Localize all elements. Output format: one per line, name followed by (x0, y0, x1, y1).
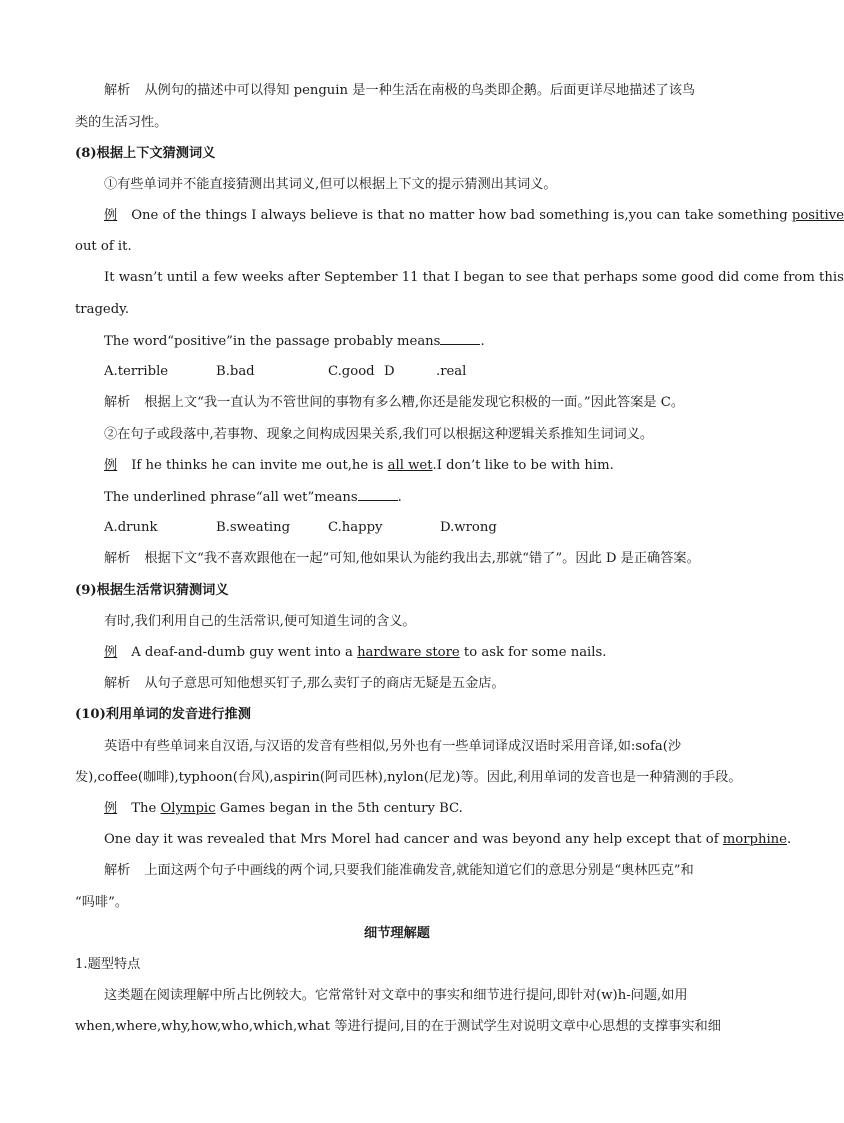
s10-para1-line1: 英语中有些单词来自汉语,与汉语的发音有些相似,另外也有一些单词译成汉语时采用音译,如:sofa(沙 (104, 739, 682, 754)
heading-s8: (8)根据上下文猜测词义 (75, 146, 216, 161)
s8-example1-line2: out of it. (75, 239, 132, 254)
answer-blank (440, 332, 480, 345)
underlined-word-positive: positive (791, 208, 844, 223)
s8-question1: The word“positive”in the passage probably means . (104, 334, 485, 349)
s8-para1: ①有些单词并不能直接猜测出其词义,但可以根据上下文的提示猜测出其词义。 (104, 177, 557, 192)
detail-para1-line2: when,where,why,how,who,which,what 等进行提问,目的在于测试学生对说明文章中心思想的支撑事实和细 (75, 1019, 721, 1034)
s8-question2-options (104, 519, 719, 537)
detail-para1-line1: 这类题在阅读理解中所占比例较大。它常常针对文章中的事实和细节进行提问,即针对(w)h-问题,如用 (104, 988, 688, 1003)
heading-s9: (9)根据生活常识猜测词义 (75, 583, 229, 598)
option-c: C.happy (328, 520, 383, 535)
option-b: B.sweating (216, 520, 291, 535)
underlined-phrase-all-wet: all wet (387, 458, 433, 473)
s10-para1-line2: 发),coffee(咖啡),typhoon(台风),aspirin(阿司匹林),nylon(尼龙)等。因此,利用单词的发音也是一种猜测的手段。 (75, 770, 742, 785)
s8-example2: 例 If he thinks he can invite me out,he is all wet.I don’t like to be with him. (104, 458, 614, 473)
s10-analysis-line1: 解析 上面这两个句子中画线的两个词,只要我们能准确发音,就能知道它们的意思分别是“奥林匹克”和 (104, 863, 694, 878)
option-d: D.wrong (440, 520, 497, 535)
s8-question2: The underlined phrase“all wet”means . (104, 490, 402, 505)
s8-question1-options (104, 363, 719, 381)
s8-example1-line1: 例 One of the things I always believe is that no matter how bad something is,you can take something positive (104, 208, 844, 223)
option-a: A.terrible (104, 364, 169, 379)
option-d: D (384, 364, 395, 379)
s10-example-line2: One day it was revealed that Mrs Morel had cancer and was beyond any help except that of morphine. (104, 832, 792, 847)
detail-subheading-1: 1.题型特点 (75, 957, 141, 972)
option-b: B.bad (216, 364, 255, 379)
s8-analysis2: 解析 根据下文“我不喜欢跟他在一起”可知,他如果认为能约我出去,那就“错了”。因此 D 是正确答案。 (104, 551, 700, 566)
section-title-detail: 细节理解题 (364, 926, 430, 941)
s10-example-line1: 例 The Olympic Games began in the 5th century BC. (104, 801, 463, 816)
analysis-s7-line2: 类的生活习性。 (75, 115, 168, 130)
underlined-word-morphine: morphine (722, 832, 787, 847)
analysis-s7-line1: 解析 从例句的描述中可以得知 penguin 是一种生活在南极的鸟类即企鹅。后面更详尽地描述了该鸟 (104, 83, 696, 98)
s8-example1-sent2-line1: It wasn’t until a few weeks after September 11 that I began to see that perhaps some good did come from this (104, 270, 844, 285)
option-c: C.good (328, 364, 375, 379)
s9-example: 例 A deaf-and-dumb guy went into a hardware store to ask for some nails. (104, 645, 607, 660)
s8-para2: ②在句子或段落中,若事物、现象之间构成因果关系,我们可以根据这种逻辑关系推知生词词义。 (104, 427, 654, 442)
option-d-text: .real (436, 364, 467, 379)
s9-analysis: 解析 从句子意思可知他想买钉子,那么卖钉子的商店无疑是五金店。 (104, 676, 505, 691)
s8-example1-sent2-line2: tragedy. (75, 302, 130, 317)
underlined-phrase-hardware-store: hardware store (357, 645, 460, 660)
underlined-word-olympic: Olympic (160, 801, 216, 816)
heading-s10: (10)利用单词的发音进行推测 (75, 707, 251, 722)
option-a: A.drunk (104, 520, 158, 535)
answer-blank (358, 488, 398, 501)
s9-para1: 有时,我们利用自己的生活常识,便可知道生词的含义。 (104, 614, 416, 629)
s10-analysis-line2: “吗啡”。 (75, 895, 129, 910)
s8-analysis1: 解析 根据上文“我一直认为不管世间的事物有多么糟,你还是能发现它积极的一面。”因此答案是 C。 (104, 395, 685, 410)
